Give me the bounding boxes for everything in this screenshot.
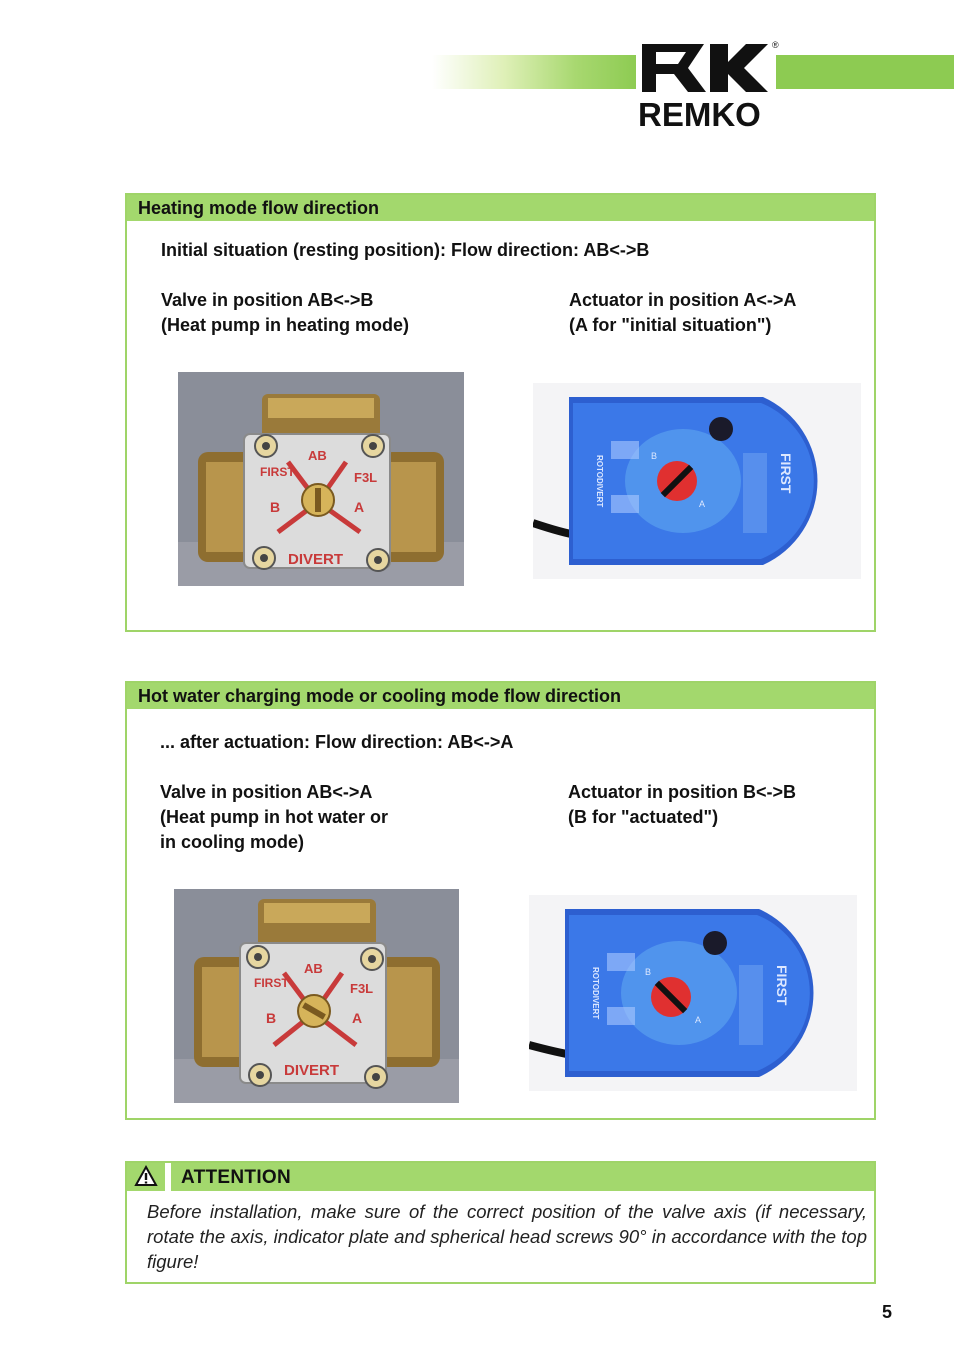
actuator-brand-label: FIRST <box>778 453 794 494</box>
attention-box <box>125 1161 876 1284</box>
actuator-a-label: A <box>695 1015 702 1025</box>
actuator-note-text: (B for "actuated") <box>568 807 719 827</box>
actuator-brand-label: FIRST <box>774 965 790 1006</box>
header-gradient-bar <box>432 55 637 89</box>
warning-triangle-icon <box>127 1163 165 1191</box>
actuator-photo-hot-water <box>529 895 857 1091</box>
attention-text: Before installation, make sure of the correct position of the valve axis (if necessary, rotate the axis, indicator plate and spherical head screws 90° in accordance with the top figure! <box>147 1201 867 1272</box>
actuator-photo-heating <box>533 383 861 579</box>
valve-mode-text: (Heat pump in hot water or <box>160 807 389 827</box>
actuator-side-label: ROTODIVERT <box>595 455 604 508</box>
valve-photo-heating <box>178 372 464 586</box>
actuator-a-label: A <box>699 499 706 509</box>
intro-text: ... after actuation: Flow direction: AB<->A <box>160 732 514 752</box>
valve-photo-hot-water <box>174 889 459 1103</box>
actuator-position-text: Actuator in position B<->B <box>568 782 797 802</box>
registered-mark: ® <box>772 40 779 50</box>
logo-wordmark: REMKO <box>638 96 761 133</box>
valve-ab-label: AB <box>304 961 323 976</box>
valve-position-text: Valve in position AB<->A <box>160 782 373 802</box>
valve-divert-label: DIVERT <box>284 1062 340 1079</box>
valve-model-label: F3L <box>350 981 374 996</box>
valve-model-label: F3L <box>354 470 378 485</box>
valve-b-label: B <box>270 499 281 515</box>
actuator-position-text: Actuator in position A<->A <box>569 290 797 310</box>
valve-ab-label: AB <box>308 448 327 463</box>
valve-divert-label: DIVERT <box>288 551 344 568</box>
attention-icon-cell <box>127 1163 165 1191</box>
attention-heading: ATTENTION <box>171 1163 874 1191</box>
page-number: 5 <box>882 1302 893 1322</box>
actuator-side-label: ROTODIVERT <box>591 967 600 1020</box>
valve-b-label: B <box>266 1010 277 1026</box>
valve-a-label: A <box>352 1010 363 1026</box>
intro-text: Initial situation (resting position): Flow direction: AB<->B <box>161 240 650 260</box>
header-solid-bar <box>768 55 954 89</box>
actuator-b-label: B <box>651 451 658 461</box>
valve-a-label: A <box>354 499 365 515</box>
valve-mode-text: (Heat pump in heating mode) <box>161 315 410 335</box>
actuator-note-text: (A for "initial situation") <box>569 315 772 335</box>
valve-position-text: Valve in position AB<->B <box>161 290 374 310</box>
valve-brand-label: FIRST <box>260 465 295 479</box>
panel-title: Hot water charging mode or cooling mode flow direction <box>127 683 874 709</box>
panel-title: Heating mode flow direction <box>127 195 874 221</box>
valve-mode-text-cont: in cooling mode) <box>160 832 304 852</box>
valve-brand-label: FIRST <box>254 976 289 990</box>
actuator-b-label: B <box>645 967 652 977</box>
